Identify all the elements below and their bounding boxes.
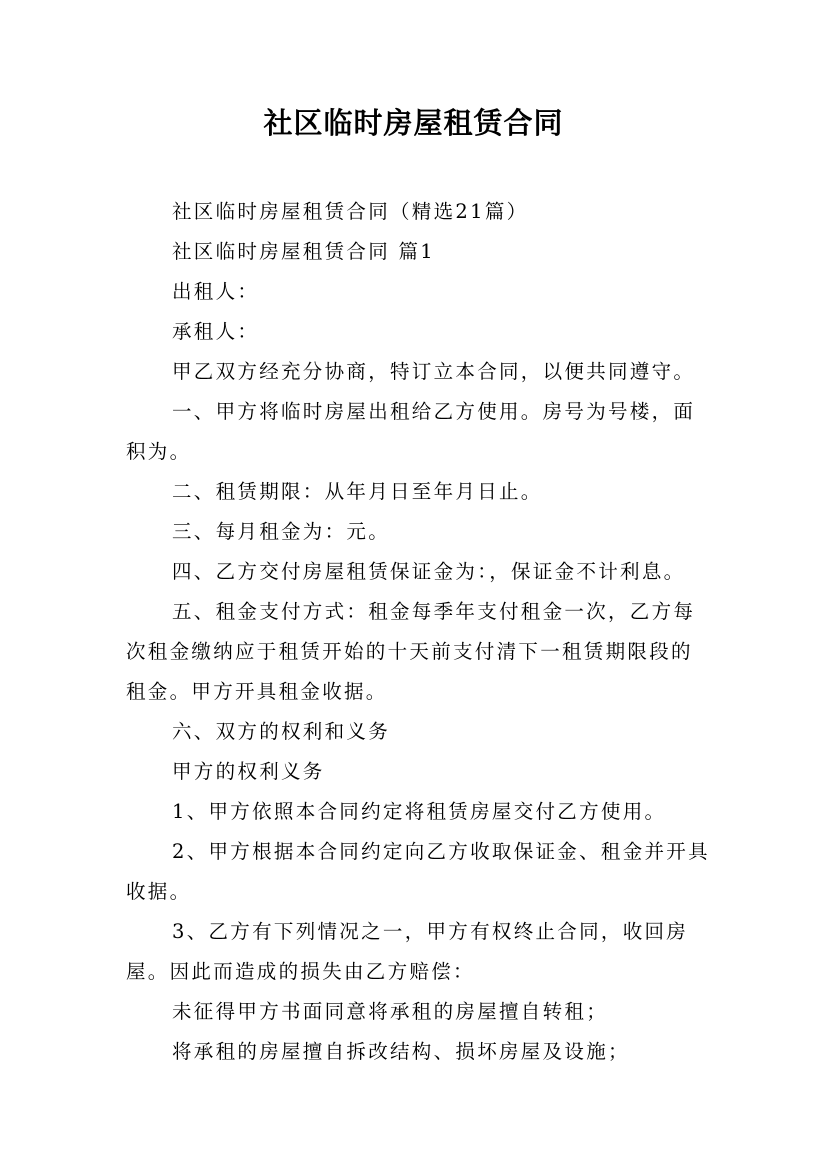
paragraph-condition-sublet: 未征得甲方书面同意将承租的房屋擅自转租；	[172, 1000, 609, 1023]
paragraph-item-2: 2、甲方根据本合同约定向乙方收取保证金、租金并开具收据。	[126, 840, 710, 903]
paragraph-collection-title: 社区临时房屋租赁合同（精选21篇）	[172, 200, 529, 223]
paragraph-clause-6: 六、双方的权利和义务	[172, 720, 391, 743]
paragraph-lessee: 承租人：	[172, 320, 260, 343]
paragraph-clause-4: 四、乙方交付房屋租赁保证金为：，保证金不计利息。	[172, 560, 686, 583]
paragraph-clause-5: 五、租金支付方式：租金每季年支付租金一次，乙方每次租金缴纳应于租赁开始的十天前支付清下一租赁期限段的租金。甲方开具租金收据。	[126, 600, 696, 703]
document-body	[126, 192, 710, 1072]
paragraph-lessor-rights: 甲方的权利义务	[172, 760, 325, 783]
paragraph-item-3: 3、乙方有下列情况之一，甲方有权终止合同，收回房屋。因此而造成的损失由乙方赔偿：	[126, 920, 689, 983]
paragraph-condition-alteration: 将承租的房屋擅自拆改结构、损坏房屋及设施；	[172, 1040, 630, 1063]
paragraph-lessor: 出租人：	[172, 280, 260, 303]
document-title: 社区临时房屋租赁合同	[263, 106, 564, 140]
paragraph-item-1: 1、甲方依照本合同约定将租赁房屋交付乙方使用。	[172, 800, 667, 823]
paragraph-preamble: 甲乙双方经充分协商，特订立本合同，以便共同遵守。	[172, 360, 696, 383]
paragraph-clause-2: 二、租赁期限：从年月日至年月日止。	[172, 480, 543, 503]
paragraph-clause-1: 一、甲方将临时房屋出租给乙方使用。房号为号楼，面积为。	[126, 400, 696, 463]
paragraph-clause-3: 三、每月租金为：元。	[172, 520, 391, 543]
paragraph-section-heading: 社区临时房屋租赁合同 篇1	[172, 240, 436, 263]
